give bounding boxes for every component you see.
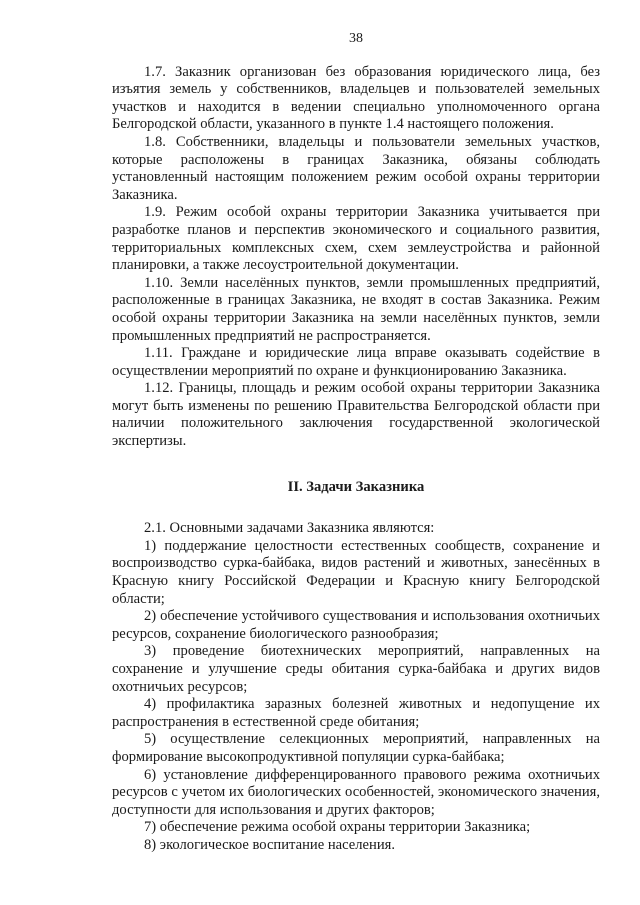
list-item: 2) обеспечение устойчивого существования и использования охотничьих ресурсов, сохранение биологического разнообразия; — [112, 608, 600, 642]
list-item: 4) профилактика заразных болезней животных и недопущение их распространения в естественной среде обитания; — [112, 696, 600, 730]
paragraph-1-7: 1.7. Заказник организован без образования юридического лица, без изъятия земель у собственников, владельцев и пользователей земельных участков и находится в ведении специально уполномоченного органа Белгородской области, указанного в пункте 1.4 настоящего положения. — [112, 63, 600, 133]
paragraph-1-12: 1.12. Границы, площадь и режим особой охраны территории Заказника могут быть изменены по решению Правительства Белгородской области при наличии положительного заключения государственной экологической экспертизы. — [112, 380, 600, 450]
paragraph-1-8: 1.8. Собственники, владельцы и пользователи земельных участков, которые расположены в границах Заказника, обязаны соблюдать установленный настоящим положением режим особой охраны территории Заказника. — [112, 133, 600, 203]
list-intro: 2.1. Основными задачами Заказника являются: — [144, 520, 435, 537]
list-item: 3) проведение биотехнических мероприятий, направленных на сохранение и улучшение среды обитания сурка-байбака и других видов охотничьих ресурсов; — [112, 643, 600, 695]
paragraph-1-10: 1.10. Земли населённых пунктов, земли промышленных предприятий, расположенные в границах Заказника, не входят в состав Заказника. Режим особой охраны территории Заказника на земли населённых пунктов, земли промышленных предприятий не распространяется. — [112, 274, 600, 344]
section-title: II. Задачи Заказника — [287, 478, 425, 495]
paragraph-1-9: 1.9. Режим особой охраны территории Заказника учитывается при разработке планов и перспектив экономического и социального развития, территориальных комплексных схем, схем землеустройства и районной планировки, а также лесоустроительной документации. — [112, 204, 600, 274]
list-item: 6) установление дифференцированного правового режима охотничьих ресурсов с учетом их биологических особенностей, экономического значения, доступности для использования и других факторов; — [112, 766, 600, 818]
list-item: 1) поддержание целостности естественных сообществ, сохранение и воспроизводство сурка-байбака, видов растений и животных, занесённых в Красную книгу Российской Федерации и Красную книгу Белгородской области; — [112, 537, 600, 607]
paragraph-1-11: 1.11. Граждане и юридические лица вправе оказывать содействие в осуществлении мероприятий по охране и функционированию Заказника. — [112, 345, 600, 379]
list-item: 8) экологическое воспитание населения. — [144, 836, 395, 853]
page-number: 38 — [349, 31, 363, 46]
document-page — [112, 30, 600, 855]
list-item: 5) осуществление селекционных мероприятий, направленных на формирование высокопродуктивной популяции сурка-байбака; — [112, 731, 600, 765]
list-item: 7) обеспечение режима особой охраны территории Заказника; — [144, 819, 531, 836]
